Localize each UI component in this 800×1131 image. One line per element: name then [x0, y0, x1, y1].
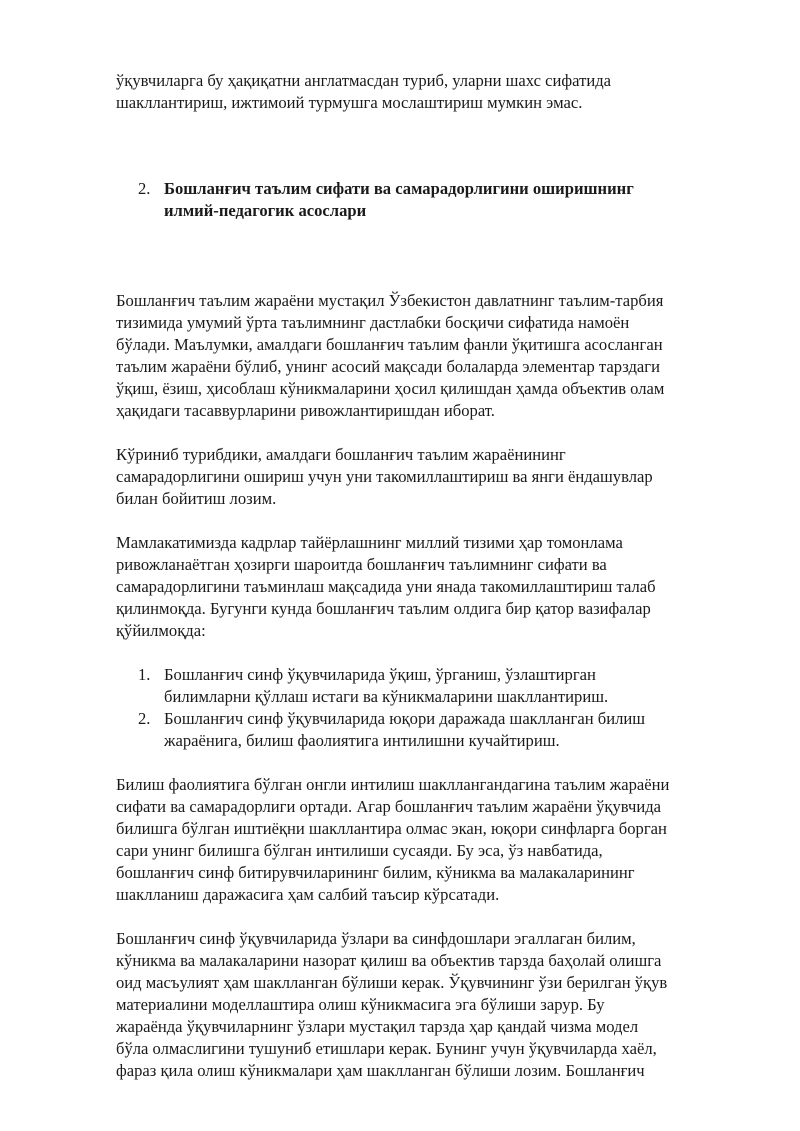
- text-line: Бошланғич синф ўқувчиларида ўзлари ва синфдошлари эгаллаган билим,: [116, 929, 636, 948]
- list-item: [116, 708, 744, 752]
- text-line: қўйилмоқда:: [116, 621, 206, 640]
- text-line: билан бойитиш лозим.: [116, 489, 277, 508]
- text-line: жараёнига, билиш фаолиятига интилишни кучайтириш.: [164, 731, 560, 750]
- text-line: Бошланғич таълим жараёни мустақил Ўзбекистон давлатнинг таълим-тарбия: [116, 291, 664, 310]
- body-paragraph: [116, 928, 744, 1082]
- text-line: самарадорлигини таъминлаш мақсадида уни янада такомиллаштириш талаб: [116, 577, 656, 596]
- text-line: жараёнда ўқувчиларнинг ўзлари мустақил тарзда ҳар қандай чизма модел: [116, 1017, 639, 1036]
- text-line: Бошланғич синф ўқувчиларида ўқиш, ўрганиш, ўзлаштирган: [164, 665, 596, 684]
- text-line: Кўриниб турибдики, амалдаги бошланғич таълим жараёнининг: [116, 445, 566, 464]
- body-paragraph: [116, 290, 744, 422]
- list-item-number: 2.: [138, 709, 151, 728]
- text-line: ҳақидаги тасаввурларини ривожлантиришдан иборат.: [116, 401, 495, 420]
- text-line: сифати ва самарадорлиги ортади. Агар бошланғич таълим жараёни ўқувчида: [116, 797, 662, 816]
- text-line: кўникма ва малакаларини назорат қилиш ва объектив тарзда баҳолай олишга: [116, 951, 662, 970]
- text-line: ўқувчиларга бу ҳақиқатни англатмасдан туриб, уларни шахс сифатида: [116, 71, 612, 90]
- text-line: шаклланиш даражасига ҳам салбий таъсир кўрсатади.: [116, 885, 500, 904]
- text-line: Бошланғич синф ўқувчиларида юқори даражада шаклланган билиш: [164, 709, 646, 728]
- section-heading: [116, 178, 744, 222]
- task-list: [116, 664, 744, 752]
- text-line: ўқиш, ёзиш, ҳисоблаш кўникмаларини ҳосил қилишдан ҳамда объектив олам: [116, 379, 665, 398]
- text-line: бўла олмаслигини тушуниб етишлари керак. Бунинг учун ўқувчиларда хаёл,: [116, 1039, 657, 1058]
- text-line: бўлади. Маълумки, амалдаги бошланғич таълим фанли ўқитишга асосланган: [116, 335, 663, 354]
- text-line: қилинмоқда. Бугунги кунда бошланғич таълим олдига бир қатор вазифалар: [116, 599, 651, 618]
- section-number: 2.: [138, 179, 151, 198]
- body-paragraph: [116, 444, 744, 510]
- list-item: [116, 664, 744, 708]
- text-line: сари унинг билишга бўлган интилиши сусаяди. Бу эса, ўз навбатида,: [116, 841, 603, 860]
- body-paragraph: [116, 532, 744, 642]
- text-line: материалини моделлаштира олиш кўникмасига эга бўлиши зарур. Бу: [116, 995, 605, 1014]
- body-paragraph: [116, 774, 744, 906]
- text-line: таълим жараёни бўлиб, унинг асосий мақсади болаларда элементар тарздаги: [116, 357, 660, 376]
- text-line: Мамлакатимизда кадрлар тайёрлашнинг миллий тизими ҳар томонлама: [116, 533, 623, 552]
- text-line: шакллантириш, ижтимоий турмушга мослаштириш мумкин эмас.: [116, 93, 583, 112]
- text-line: фараз қила олиш кўникмалари ҳам шаклланган бўлиши лозим. Бошланғич: [116, 1061, 645, 1080]
- section-title-line: илмий-педагогик асослари: [164, 201, 367, 220]
- text-line: Билиш фаолиятига бўлган онгли интилиш шакллангандагина таълим жараёни: [116, 775, 670, 794]
- text-line: тизимида умумий ўрта таълимнинг дастлабки босқичи сифатида намоён: [116, 313, 630, 332]
- text-line: самарадорлигини ошириш учун уни такомиллаштириш ва янги ёндашувлар: [116, 467, 653, 486]
- list-item-number: 1.: [138, 665, 151, 684]
- text-line: бошланғич синф битирувчиларининг билим, кўникма ва малакаларининг: [116, 863, 635, 882]
- text-line: ривожланаётган ҳозирги шароитда бошланғич таълимнинг сифати ва: [116, 555, 607, 574]
- text-line: оид масъулият ҳам шаклланган бўлиши керак. Ўқувчининг ўзи берилган ўқув: [116, 973, 668, 992]
- section-title-line: Бошланғич таълим сифати ва самарадорлигини оширишнинг: [164, 179, 634, 198]
- text-line: билишга бўлган иштиёқни шакллантира олмас экан, юқори синфларга борган: [116, 819, 667, 838]
- document-page: [116, 70, 744, 1082]
- text-line: билимларни қўллаш истаги ва кўникмаларини шакллантириш.: [164, 687, 609, 706]
- intro-paragraph: [116, 70, 744, 114]
